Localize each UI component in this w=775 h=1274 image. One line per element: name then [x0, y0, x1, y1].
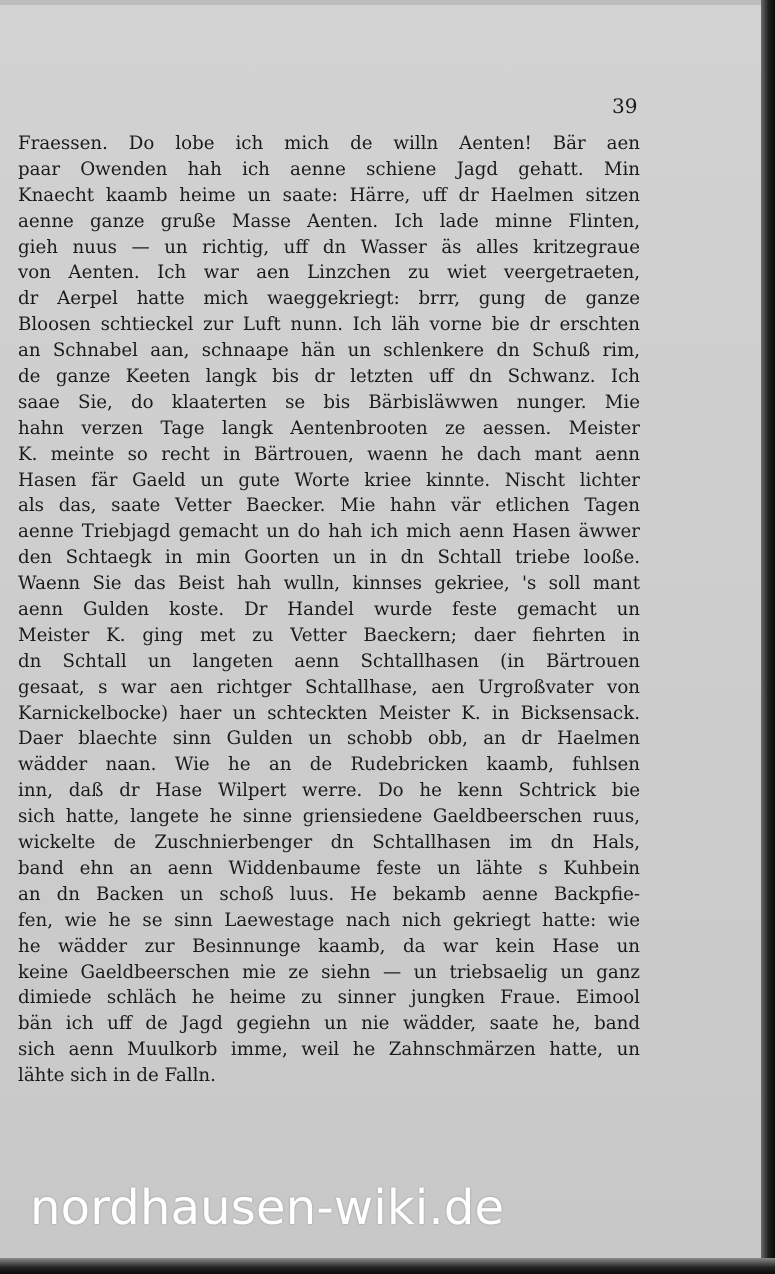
text-line: aenne Triebjagd gemacht un do hah ich mich aenn Hasen äwwer: [18, 521, 640, 543]
text-line: lähte sich in de Falln.: [18, 1065, 216, 1087]
text-line: Meister K. ging met zu Vetter Baeckern; daer fiehrten in: [18, 624, 640, 646]
page-text: [18, 131, 640, 1089]
text-line: wickelte de Zuschnierbenger dn Schtallhasen im dn Hals,: [18, 832, 640, 854]
text-line: Karnickelbocke) haer un schteckten Meister K. in Bicksensack.: [18, 702, 640, 724]
text-line: Fraessen. Do lobe ich mich de willn Aenten! Bär aen: [18, 133, 640, 154]
text-line: dr Aerpel hatte mich waeggekriegt: brrr, gung de ganze: [18, 288, 640, 310]
text-line: inn, daß dr Hase Wilpert werre. Do he kenn Schtrick bie: [18, 780, 640, 802]
text-line: de ganze Keeten langk bis dr letzten uff dn Schwanz. Ich: [18, 366, 640, 388]
text-line: dimiede schläch he heime zu sinner jungken Fraue. Eimool: [18, 987, 640, 1009]
text-line: paar Owenden hah ich aenne schiene Jagd gehatt. Min: [18, 158, 640, 180]
text-line: aenn Gulden koste. Dr Handel wurde feste gemacht un: [18, 599, 640, 621]
text-line: wädder naan. Wie he an de Rudebricken kaamb, fuhlsen: [18, 754, 640, 776]
text-line: dn Schtall un langeten aenn Schtallhasen (in Bärtrouen: [18, 650, 640, 672]
text-line: keine Gaeldbeerschen mie ze siehn — un triebsaelig un ganz: [18, 961, 640, 983]
page-top-edge: [0, 0, 775, 5]
watermark: nordhausen-wiki.de: [30, 1180, 505, 1236]
text-line: Hasen fär Gaeld un gute Worte kriee kinnte. Nischt lichter: [18, 469, 640, 491]
page-right-edge: [761, 0, 775, 1274]
text-line: fen, wie he se sinn Laewestage nach nich gekriegt hatte: wie: [18, 909, 640, 931]
text-line: saae Sie, do klaaterten se bis Bärbisläwwen nunger. Mie: [18, 391, 640, 413]
text-line: bän ich uff de Jagd gegiehn un nie wädder, saate he, band: [18, 1013, 640, 1035]
text-line: gieh nuus — un richtig, uff dn Wasser äs alles kritzegraue: [18, 236, 640, 258]
text-line: sich aenn Muulkorb imme, weil he Zahnschmärzen hatte, un: [18, 1039, 640, 1061]
text-line: an dn Backen un schoß luus. He bekamb aenne Backpfie-: [18, 883, 640, 905]
text-line: sich hatte, langete he sinne griensiedene Gaeldbeerschen ruus,: [18, 806, 640, 828]
text-line: band ehn an aenn Widdenbaume feste un lähte s Kuhbein: [18, 857, 640, 879]
text-line: den Schtaegk in min Goorten un in dn Schtall triebe looße.: [18, 547, 640, 569]
text-line: Knaecht kaamb heime un saate: Härre, uff dr Haelmen sitzen: [18, 184, 640, 206]
text-line: gesaat, s war aen richtger Schtallhase, aen Urgroßvater von: [18, 676, 640, 698]
text-line: Waenn Sie das Beist hah wulln, kinnses gekriee, 's soll mant: [18, 573, 640, 595]
page-bottom-edge: [0, 1258, 775, 1274]
text-line: hahn verzen Tage langk Aentenbrooten ze aessen. Meister: [18, 417, 640, 439]
text-line: an Schnabel aan, schnaape hän un schlenkere dn Schuß rim,: [18, 340, 640, 362]
text-line: Daer blaechte sinn Gulden un schobb obb, an dr Haelmen: [18, 728, 640, 750]
text-line: K. meinte so recht in Bärtrouen, waenn he dach mant aenn: [18, 443, 640, 465]
text-line: Bloosen schtieckel zur Luft nunn. Ich läh vorne bie dr erschten: [18, 314, 640, 336]
page-number: 39: [612, 94, 638, 118]
text-line: von Aenten. Ich war aen Linzchen zu wiet veergetraeten,: [18, 262, 640, 284]
text-line: aenne ganze gruße Masse Aenten. Ich lade minne Flinten,: [18, 210, 640, 232]
text-line: als das, saate Vetter Baecker. Mie hahn vär etlichen Tagen: [18, 495, 640, 517]
text-line: he wädder zur Besinnunge kaamb, da war kein Hase un: [18, 935, 640, 957]
